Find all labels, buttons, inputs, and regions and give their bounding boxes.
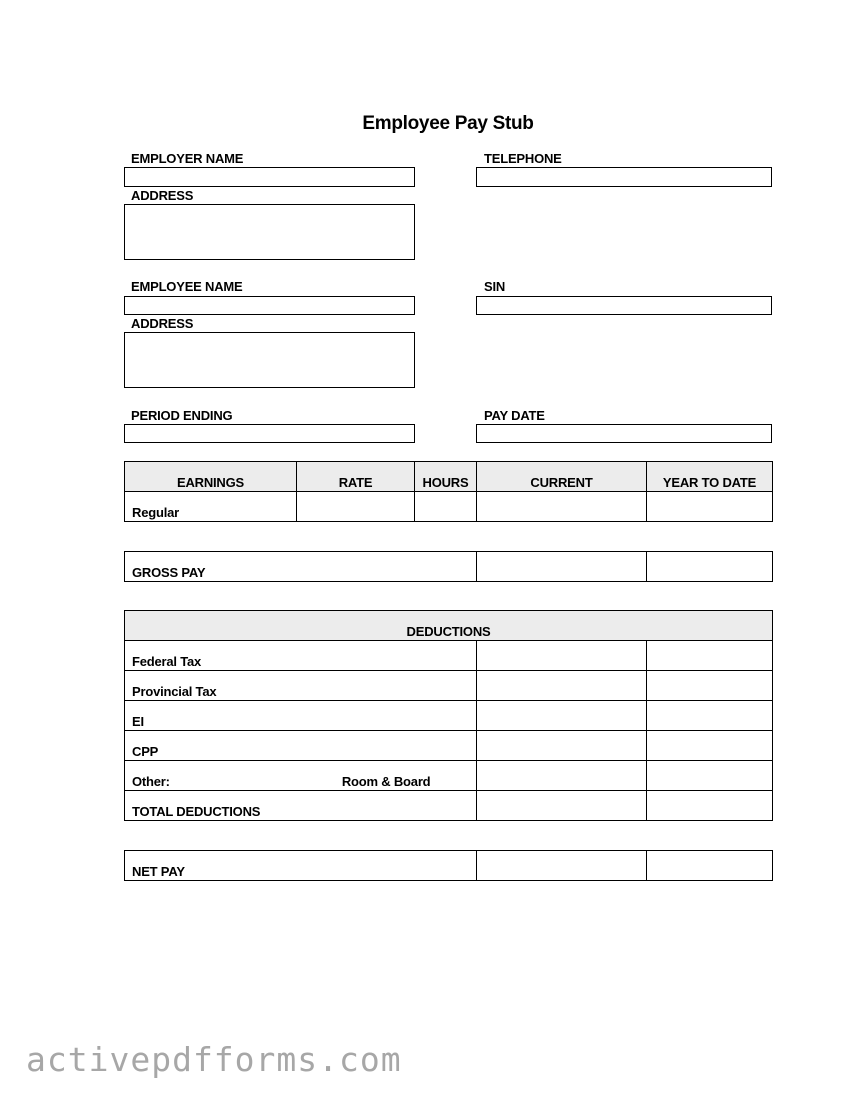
total-deductions-current-cell[interactable] bbox=[477, 791, 647, 821]
provincial-tax-ytd-cell[interactable] bbox=[647, 671, 773, 701]
total-deductions-ytd-cell[interactable] bbox=[647, 791, 773, 821]
other-current-cell[interactable] bbox=[477, 761, 647, 791]
ei-current-cell[interactable] bbox=[477, 701, 647, 731]
table-row bbox=[125, 641, 773, 671]
federal-tax-current-cell[interactable] bbox=[477, 641, 647, 671]
deductions-header: DEDUCTIONS bbox=[125, 611, 773, 641]
regular-hours-cell[interactable] bbox=[415, 492, 477, 522]
pay-date-field[interactable] bbox=[476, 424, 772, 443]
table-row bbox=[125, 791, 773, 821]
cpp-label: CPP bbox=[125, 731, 477, 761]
other-deduction-cell bbox=[125, 761, 477, 791]
page-title: Employee Pay Stub bbox=[362, 113, 534, 134]
table-row bbox=[125, 671, 773, 701]
regular-rate-cell[interactable] bbox=[297, 492, 415, 522]
regular-current-cell[interactable] bbox=[477, 492, 647, 522]
table-row bbox=[125, 731, 773, 761]
sin-label: SIN bbox=[484, 279, 506, 294]
employee-address-label: ADDRESS bbox=[131, 316, 194, 331]
employer-address-label: ADDRESS bbox=[131, 188, 194, 203]
rate-column-header: RATE bbox=[297, 462, 415, 492]
cpp-current-cell[interactable] bbox=[477, 731, 647, 761]
table-row bbox=[125, 552, 773, 582]
telephone-label: TELEPHONE bbox=[484, 151, 562, 166]
earnings-header-row bbox=[125, 462, 773, 492]
total-deductions-label: TOTAL DEDUCTIONS bbox=[125, 791, 477, 821]
net-pay-table bbox=[124, 850, 773, 881]
ei-label: EI bbox=[125, 701, 477, 731]
ei-ytd-cell[interactable] bbox=[647, 701, 773, 731]
deductions-table bbox=[124, 610, 773, 821]
employee-name-field[interactable] bbox=[124, 296, 415, 315]
provincial-tax-current-cell[interactable] bbox=[477, 671, 647, 701]
federal-tax-label: Federal Tax bbox=[125, 641, 477, 671]
gross-pay-current-cell[interactable] bbox=[477, 552, 647, 582]
other-detail: Room & Board bbox=[341, 774, 431, 789]
table-row bbox=[125, 492, 773, 522]
earnings-column-header: EARNINGS bbox=[125, 462, 297, 492]
gross-pay-table bbox=[124, 551, 773, 582]
telephone-field[interactable] bbox=[476, 167, 772, 187]
other-label: Other: bbox=[132, 774, 170, 789]
ytd-column-header: YEAR TO DATE bbox=[647, 462, 773, 492]
provincial-tax-label: Provincial Tax bbox=[125, 671, 477, 701]
cpp-ytd-cell[interactable] bbox=[647, 731, 773, 761]
employee-name-label: EMPLOYEE NAME bbox=[131, 279, 243, 294]
gross-pay-label: GROSS PAY bbox=[125, 552, 477, 582]
table-row bbox=[125, 761, 773, 791]
watermark: activepdfforms.com bbox=[26, 1040, 402, 1079]
employer-name-label: EMPLOYER NAME bbox=[131, 151, 244, 166]
current-column-header: CURRENT bbox=[477, 462, 647, 492]
employee-address-field[interactable] bbox=[124, 332, 415, 388]
employer-address-field[interactable] bbox=[124, 204, 415, 260]
hours-column-header: HOURS bbox=[415, 462, 477, 492]
net-pay-label: NET PAY bbox=[125, 851, 477, 881]
period-ending-label: PERIOD ENDING bbox=[131, 408, 233, 423]
net-pay-ytd-cell[interactable] bbox=[647, 851, 773, 881]
regular-ytd-cell[interactable] bbox=[647, 492, 773, 522]
table-row bbox=[125, 851, 773, 881]
deductions-header-row bbox=[125, 611, 773, 641]
sin-field[interactable] bbox=[476, 296, 772, 315]
table-row bbox=[125, 701, 773, 731]
other-ytd-cell[interactable] bbox=[647, 761, 773, 791]
federal-tax-ytd-cell[interactable] bbox=[647, 641, 773, 671]
earnings-table bbox=[124, 461, 773, 522]
net-pay-current-cell[interactable] bbox=[477, 851, 647, 881]
gross-pay-ytd-cell[interactable] bbox=[647, 552, 773, 582]
regular-label: Regular bbox=[125, 492, 297, 522]
period-ending-field[interactable] bbox=[124, 424, 415, 443]
employer-name-field[interactable] bbox=[124, 167, 415, 187]
pay-date-label: PAY DATE bbox=[484, 408, 545, 423]
